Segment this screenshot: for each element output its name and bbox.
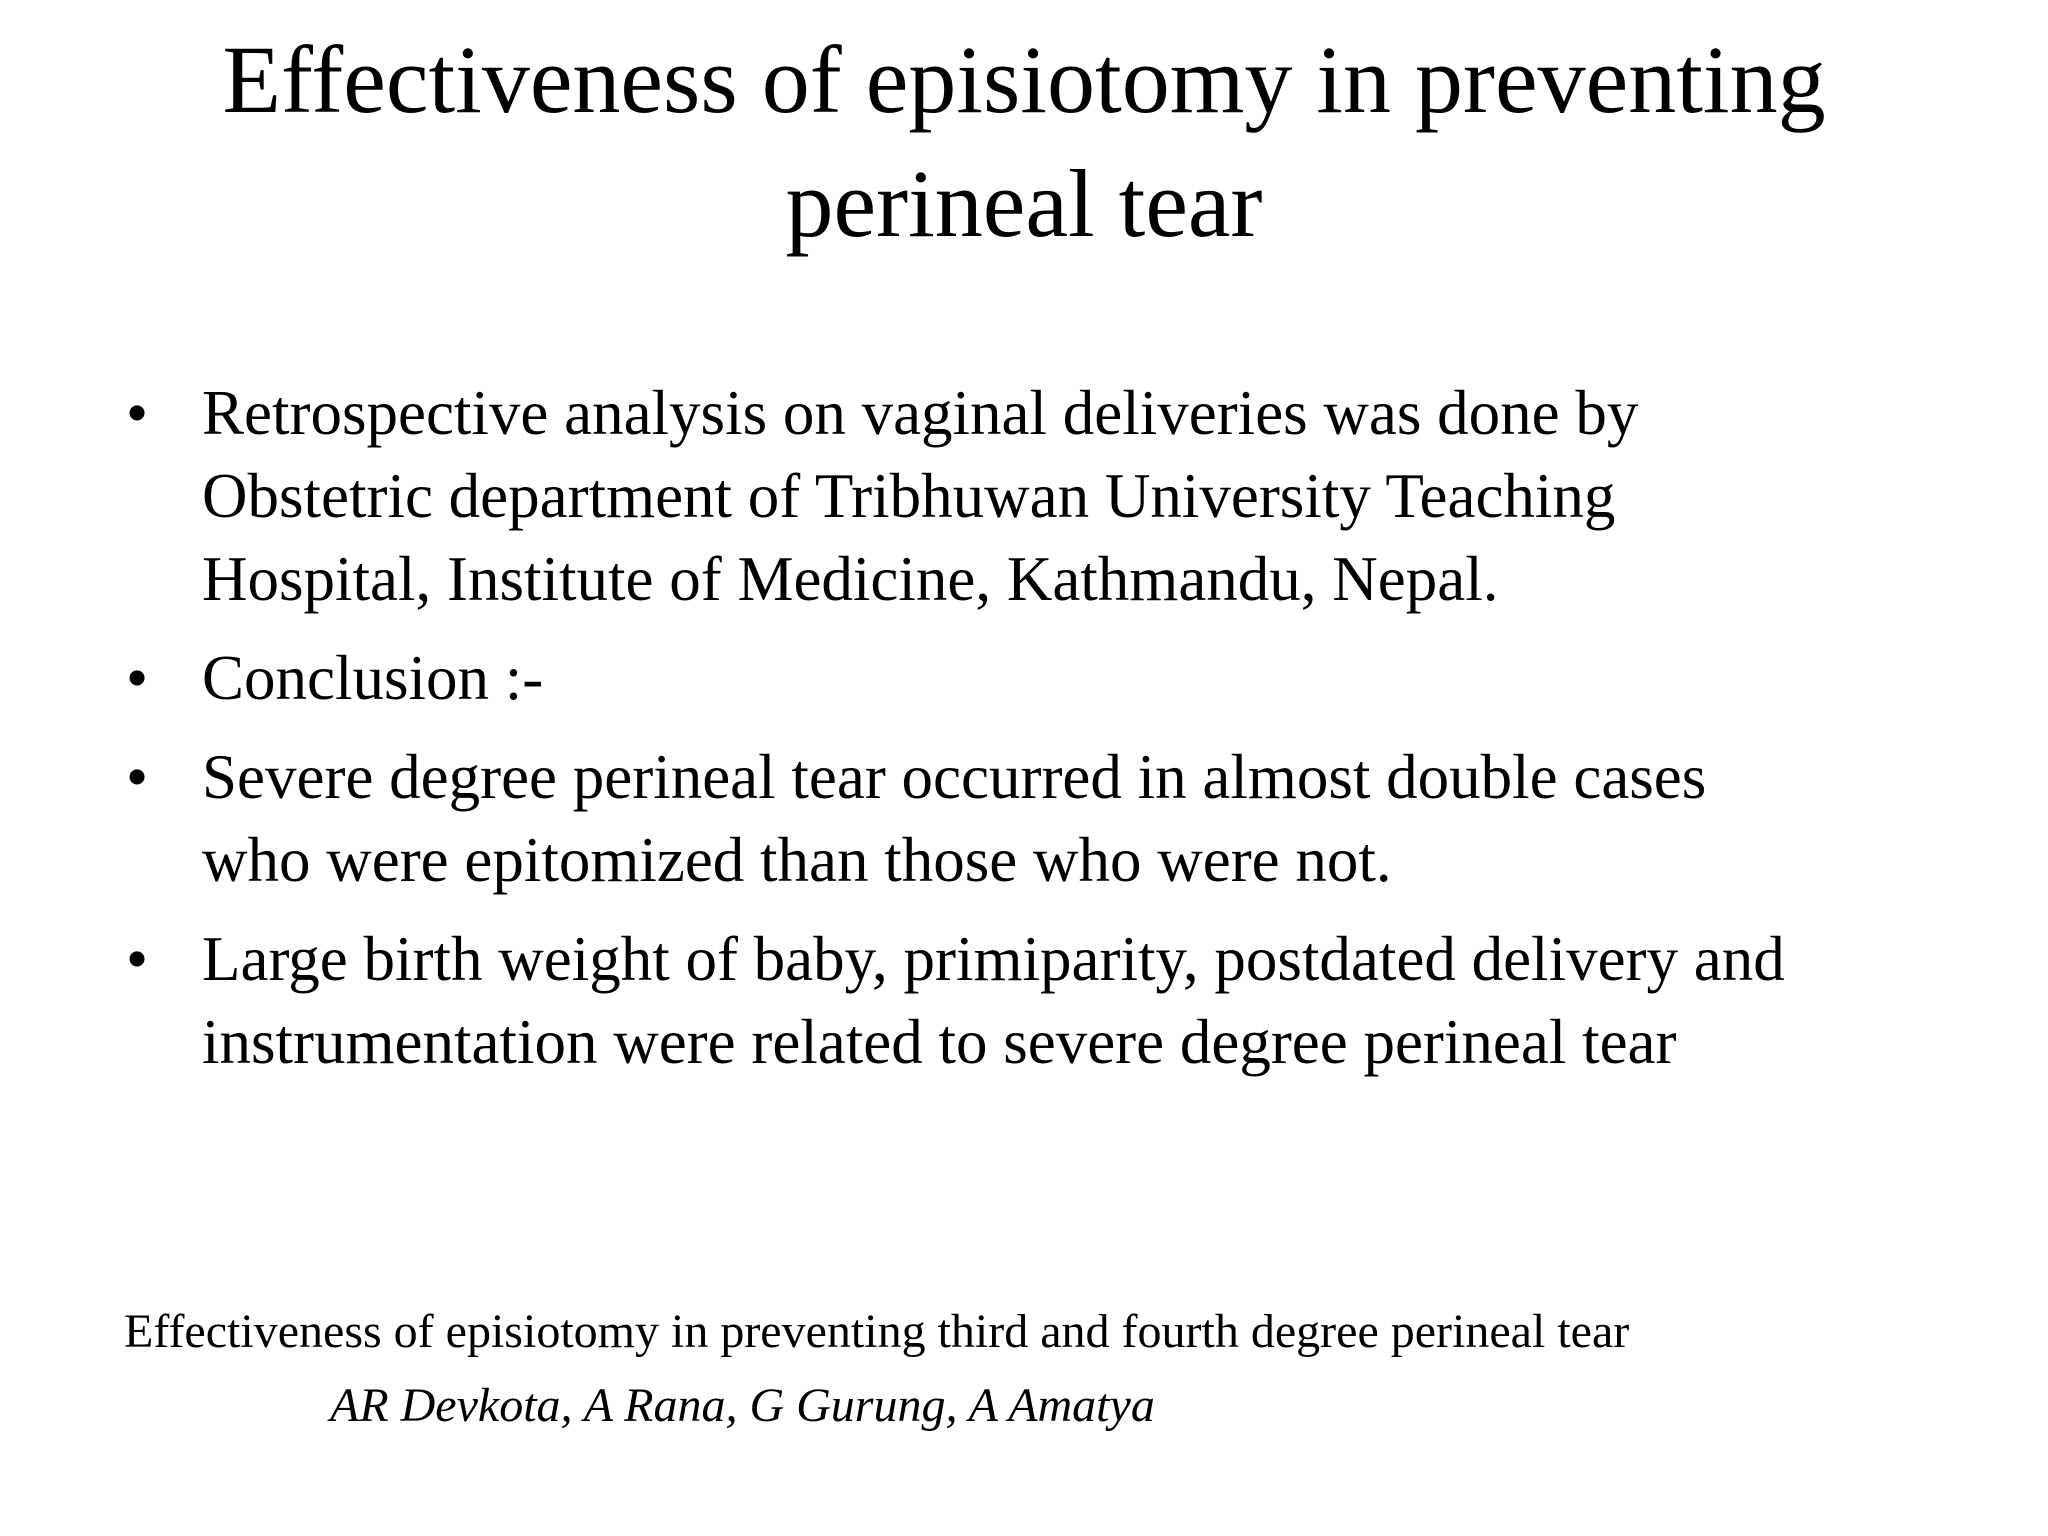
bullet-text (202, 918, 1980, 1084)
bullet-item-finding-1 (120, 736, 1980, 902)
bullet-line: Obstetric department of Tribhuwan University Teaching (202, 461, 1616, 531)
slide-title (0, 18, 2048, 266)
bullet-marker: • (126, 378, 149, 448)
bullet-text (202, 637, 1980, 720)
bullet-line: instrumentation were related to severe degree perineal tear (202, 1007, 1677, 1077)
bullet-marker: • (126, 924, 149, 994)
bullet-line: Retrospective analysis on vaginal deliveries was done by (202, 378, 1639, 448)
reference-title: Effectiveness of episiotomy in preventing third and fourth degree perineal tear (124, 1305, 1630, 1358)
reference-authors: AR Devkota, A Rana, G Gurung, A Amatya (330, 1379, 1155, 1432)
bullet-marker: • (126, 643, 149, 713)
bullet-marker: • (126, 742, 149, 812)
bullet-item-finding-2 (120, 918, 1980, 1084)
bullet-line: Hospital, Institute of Medicine, Kathmandu, Nepal. (202, 544, 1499, 614)
bullet-line: Severe degree perineal tear occurred in almost double cases (202, 742, 1707, 812)
bullet-item-method (120, 372, 1980, 621)
bullet-line: who were epitomized than those who were not. (202, 825, 1392, 895)
bullet-list (120, 372, 1980, 1100)
bullet-line: Conclusion :- (202, 643, 544, 713)
slide-title-line: perineal tear (785, 150, 1263, 257)
bullet-text (202, 372, 1980, 621)
bullet-item-conclusion (120, 637, 1980, 720)
bullet-text (202, 736, 1980, 902)
bullet-line: Large birth weight of baby, primiparity, postdated delivery and (202, 924, 1785, 994)
slide-title-line: Effectiveness of episiotomy in preventing (222, 26, 1826, 133)
